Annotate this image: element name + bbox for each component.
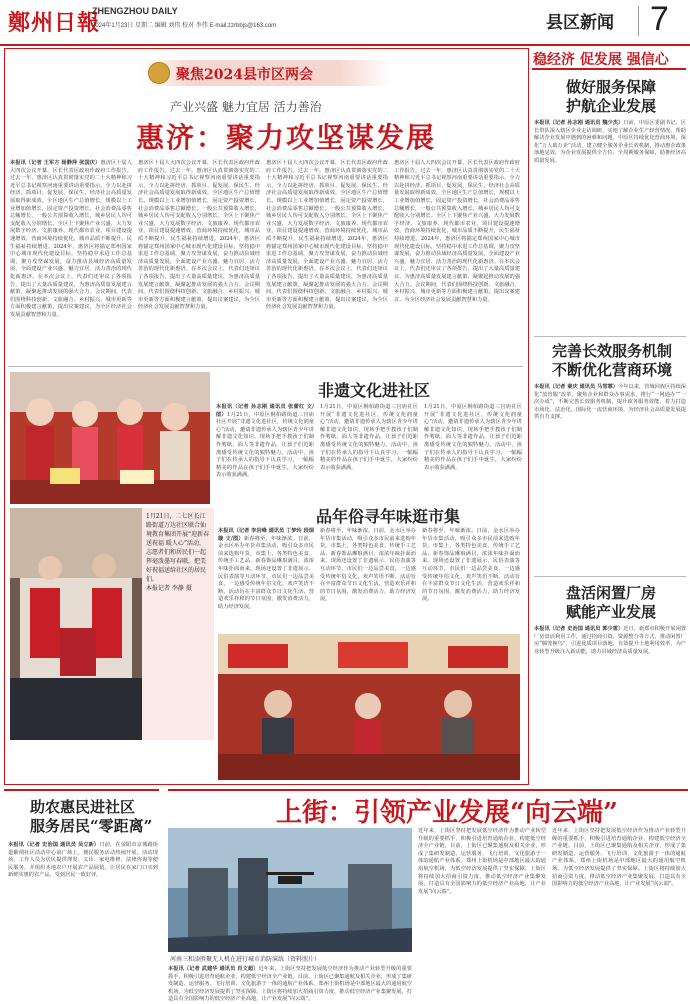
culture-byline: 本报讯（记者 孙志刚 通讯员 张蕾红 文/图） — [216, 404, 314, 418]
calligraphy-photo — [10, 508, 142, 740]
section-title: 县区新闻 — [546, 13, 614, 33]
lead-divider — [8, 366, 523, 367]
sidebar-headline-2 — [552, 342, 672, 380]
food-text: 新春将至，年味渐浓。日前，金水区举办年货市集活动，吸引众多市民前来选购年货。市集上，各类特色美食、传统手工艺品、新春饰品琳琅满目，浓浓年味扑面而来。现场还设置了非遗展示、民俗表演等互动环节，市民们一边品尝美食，一边感受传统年俗文化，欢声笑语不断。活动旨在丰富群众节日文化生活，营造欢乐祥和的节日氛围，激发消费活力，助力经济发展。 — [218, 535, 314, 610]
food-body — [218, 528, 314, 628]
sidebar-text-3: 近日，新郑市积极开展闲置厂房盘活利用工作，通过招商引资、资源整合等方式，推动闲置厂房“腾笼换鸟”，引进优质项目落地，有效提升土地利用效率，为产业转型升级注入新动能，助力县域经济高质量发展。 — [534, 626, 686, 655]
sidebar-headline-3 — [566, 584, 656, 622]
culture-text-col3: 1月21日，中原区桐柏路街道三官庙社区开展“非遗文化进社区，传统文化润童心”活动，邀请非遗传承人为辖区青少年讲解非遗文化知识，现场手把手教孩子们制作剪纸、面人等非遗作品，让孩子们近距离感受传统文化的独特魅力。活动中，孩子们在传承人的指导下认真学习，一幅幅精美的作品在孩子们手中诞生，大家纷纷表示收获满满。 — [424, 404, 522, 471]
lead-text-col3: 惠济区十届人大四次会议开幕，区长代表区政府作政府工作报告。过去一年，惠济区认真贯彻落实党的二十大精神和习近平总书记视察河南重要讲话重要指示，全力以赴拼经济、抓项目、促发展、保民生，经济社会高质量发展取得新成效。全区地区生产总值增长，规模以上工业增加值增长，固定资产投资增长，社会消费品零售总额增长，一般公共预算收入增长，城乡居民人均可支配收入分别增长。全区上下聚焦产业兴盛，大力发展数字经济、文旅康养、现代都市农业，项目建设提速增效，营商环境持续优化，城市品质不断提升，民生福祉持续增进。2024年，惠济区将锚定郑州国家中心城市现代化建设目标，坚持稳中求进工作总基调，聚力攻坚谋发展，奋力推动县域经济高质量发展，全面建设产业兴盛、魅力宜居、活力善治的现代化新惠济。在本次会议上，代表们还审议了各项报告，提出了大量高质量建议，为惠济高质量发展建言献策，凝聚起推动发展的强大合力。会议期间，代表们围绕科技创新、文旅融合、乡村振兴、城市更新等方面积极建言献策，提出议案建议，为全区经济社会发展贡献智慧和力量。 — [266, 160, 388, 311]
newspaper-name-en: ZHENGZHOU DAILY — [92, 6, 178, 16]
help-headline — [30, 798, 152, 836]
food-text-col3: 新春将至，年味渐浓。日前，金水区举办年货市集活动，吸引众多市民前来选购年货。市集上，各类特色美食、传统手工艺品、新春饰品琳琅满目，浓浓年味扑面而来。现场还设置了非遗展示、民俗表演等互动环节，市民们一边品尝美食，一边感受传统年俗文化，欢声笑语不断。活动旨在丰富群众节日文化生活，营造欢乐祥和的节日氛围，激发消费活力，助力经济发展。 — [422, 528, 520, 603]
food-body-col3 — [422, 528, 520, 628]
drone-caption: 河南三和添胜聚无人机在进行城市消防演练（资料照片） — [170, 956, 321, 963]
lead-headline: 惠济：聚力攻坚谋发展 — [136, 121, 437, 154]
sidebar-headline-3-line2: 赋能产业发展 — [566, 603, 657, 621]
food-byline: 本报讯（记者 李岩峰 通讯员 丁梦玲 段瑞璇 文/图） — [218, 528, 314, 542]
shangjie-text-col3: 近年来，上街区坚持把发展低空经济作为推动产业转型升级的重要抓手，积极引进培育通航企业，构建低空经济全产业链。目前，上街区已聚集通航及相关企业，形成了集研发制造、运营服务、飞行培训、文化旅游于一体的通航产业体系。郑州上街机场是中部地区最大的通用航空机场，为低空经济发展提供了坚实保障。上街区将持续加大招商引资力度，推动低空经济产业集聚发展，打造具有全国影响力的低空经济产业高地，让产业发展“向云端”。 — [552, 828, 686, 888]
sidebar-headline-1-line1: 做好服务保障 — [566, 78, 657, 96]
help-text: 日前，在荥阳市京城路街道紫荆社区活动中心前广场上，便民服务活动热闹开展。活动现场，工作人员为居民提供理发、义诊、家电维修、法律咨询等便民服务，并组织本地农户开展农产品展销，让居民在家门口买到新鲜实惠的农产品，受到居民一致好评。 — [8, 842, 158, 879]
culture-body-col2 — [320, 404, 418, 496]
food-headline: 品年俗寻年味逛市集 — [316, 507, 461, 526]
lead-body-col2 — [138, 160, 260, 360]
lead-body — [10, 160, 132, 360]
photo-caption — [146, 512, 210, 593]
culture-headline: 非遗文化进社区 — [318, 381, 431, 400]
culture-photo — [10, 372, 210, 504]
page-number: 7 — [650, 0, 669, 38]
lead-subtitle: 产业兴盛 魅力宜居 活力善治 — [170, 100, 322, 114]
sidebar-byline-1: 本报讯（记者 孙志刚 通讯员 魏少杰） — [534, 120, 624, 126]
sidebar-headline-1-line2: 护航企业发展 — [566, 97, 657, 115]
photo-caption-text: 1月21日，二七区长江路街道万达社区联合仙境教育集团开展“迎新春 送祝福 暖人心”活动，志愿者们和居民们一起挥毫泼墨写春联，把美好祝福送给社区的居民们。 — [146, 513, 210, 583]
lead-banner-text: 聚焦2024县市区两会 — [176, 67, 313, 83]
culture-body — [216, 404, 314, 496]
sidebar-rule — [532, 68, 686, 70]
shangjie-body-col3 — [552, 828, 686, 996]
sidebar-body-3 — [534, 626, 686, 784]
help-rule — [4, 789, 159, 791]
photo-caption-credit: 本报记者 李静 摄 — [146, 585, 192, 592]
sidebar-slogan: 稳经济 促发展 强信心 — [533, 52, 669, 68]
food-body-col2 — [320, 528, 416, 628]
food-text-col2: 新春将至，年味渐浓。日前，金水区举办年货市集活动，吸引众多市民前来选购年货。市集上，各类特色美食、传统手工艺品、新春饰品琳琅满目，浓浓年味扑面而来。现场还设置了非遗展示、民俗表演等互动环节，市民们一边品尝美食，一边感受传统年俗文化，欢声笑语不断。活动旨在丰富群众节日文化生活，营造欢乐祥和的节日氛围，激发消费活力，助力经济发展。 — [320, 528, 416, 603]
sidebar-text-1: 日前，中原区委副书记、区长带队深入辖区企业走访调研，实地了解企业生产经营情况，帮助解决企业发展中遇到的困难和问题。中原区持续优化营商环境，深化“万人助万企”活动，建立健全服务企业长效机制，推动惠企政策落地见效，为企业发展提供全方位、全周期服务保障，助推经济高质量发展。 — [534, 120, 686, 164]
sidebar-body-2 — [534, 384, 686, 570]
help-headline-line1: 助农惠民进社区 — [30, 798, 136, 816]
culture-body-col3 — [424, 404, 522, 496]
shangjie-body-col2 — [418, 828, 546, 996]
sidebar-byline-2: 本报讯（记者 秦庆 通讯员 马雪霏） — [534, 384, 619, 390]
sidebar-headline-2-line1: 完善长效服务机制 — [552, 342, 673, 360]
food-fair-photo — [218, 634, 520, 780]
help-byline: 本报讯（记者 史治国 通讯员 吴立新） — [8, 842, 100, 848]
sidebar-headline-3-line1: 盘活闲置厂房 — [566, 584, 657, 602]
lead-body-col4 — [394, 160, 520, 360]
sidebar-body-1 — [534, 120, 686, 330]
sidebar-text-2: 今年以来，管城回族区持续深化“放管服”改革，聚焦企业和群众办事需求，推行“一网通办”“一次办成”，不断完善长效服务机制，提升政务服务效能，着力打造市场化、法治化、国际化一流营商环境，为经济社会高质量发展提供有力支撑。 — [534, 384, 686, 421]
shangjie-headline: 上街：引领产业发展“向云端” — [276, 798, 618, 828]
sidebar-divider-1 — [534, 336, 686, 337]
culture-text: 1月21日，中原区桐柏路街道三官庙社区开展“非遗文化进社区，传统文化润童心”活动，邀请非遗传承人为辖区青少年讲解非遗文化知识，现场手把手教孩子们制作剪纸、面人等非遗作品，让孩子们近距离感受传统文化的独特魅力。活动中，孩子们在传承人的指导下认真学习，一幅幅精美的作品在孩子们手中诞生，大家纷纷表示收获满满。 — [216, 411, 314, 479]
shangjie-body — [168, 966, 412, 1003]
lead-text-col4: 惠济区十届人大四次会议开幕，区长代表区政府作政府工作报告。过去一年，惠济区认真贯彻落实党的二十大精神和习近平总书记视察河南重要讲话重要指示，全力以赴拼经济、抓项目、促发展、保民生，经济社会高质量发展取得新成效。全区地区生产总值增长，规模以上工业增加值增长，固定资产投资增长，社会消费品零售总额增长，一般公共预算收入增长，城乡居民人均可支配收入分别增长。全区上下聚焦产业兴盛，大力发展数字经济、文旅康养、现代都市农业，项目建设提速增效，营商环境持续优化，城市品质不断提升，民生福祉持续增进。2024年，惠济区将锚定郑州国家中心城市现代化建设目标，坚持稳中求进工作总基调，聚力攻坚谋发展，奋力推动县域经济高质量发展，全面建设产业兴盛、魅力宜居、活力善治的现代化新惠济。在本次会议上，代表们还审议了各项报告，提出了大量高质量建议，为惠济高质量发展建言献策，凝聚起推动发展的强大合力。会议期间，代表们围绕科技创新、文旅融合、乡村振兴、城市更新等方面积极建言献策，提出议案建议，为全区经济社会发展贡献智慧和力量。 — [394, 160, 520, 303]
lead-byline: 本报讯（记者 王军方 杨静萍 张国庆） — [10, 160, 101, 166]
issue-meta: 2024年1月23日 星期二 编辑 刘伟 校对 李伟 E-mail:zzrbbjs@163.com — [92, 23, 277, 29]
help-body — [8, 842, 158, 992]
sidebar-byline-3: 本报讯（记者 史治国 通讯员 郭少雷） — [534, 626, 624, 632]
lead-text-col2: 惠济区十届人大四次会议开幕，区长代表区政府作政府工作报告。过去一年，惠济区认真贯彻落实党的二十大精神和习近平总书记视察河南重要讲话重要指示，全力以赴拼经济、抓项目、促发展、保民生，经济社会高质量发展取得新成效。全区地区生产总值增长，规模以上工业增加值增长，固定资产投资增长，社会消费品零售总额增长，一般公共预算收入增长，城乡居民人均可支配收入分别增长。全区上下聚焦产业兴盛，大力发展数字经济、文旅康养、现代都市农业，项目建设提速增效，营商环境持续优化，城市品质不断提升，民生福祉持续增进。2024年，惠济区将锚定郑州国家中心城市现代化建设目标，坚持稳中求进工作总基调，聚力攻坚谋发展，奋力推动县域经济高质量发展，全面建设产业兴盛、魅力宜居、活力善治的现代化新惠济。在本次会议上，代表们还审议了各项报告，提出了大量高质量建议，为惠济高质量发展建言献策，凝聚起推动发展的强大合力。会议期间，代表们围绕科技创新、文旅融合、乡村振兴、城市更新等方面积极建言献策，提出议案建议，为全区经济社会发展贡献智慧和力量。 — [138, 160, 260, 311]
sidebar-headline-1 — [566, 78, 656, 116]
shangjie-byline: 本报讯（记者 武建华 通讯员 肖文超） — [168, 966, 259, 972]
help-headline-line2: 服务居民“零距离” — [30, 817, 153, 835]
newspaper-logo: 鄭州日報 — [8, 10, 101, 36]
shangjie-text-col2: 近年来，上街区坚持把发展低空经济作为推动产业转型升级的重要抓手，积极引进培育通航企业，构建低空经济全产业链。目前，上街区已聚集通航及相关企业，形成了集研发制造、运营服务、飞行培训、文化旅游于一体的通航产业体系。郑州上街机场是中部地区最大的通用航空机场，为低空经济发展提供了坚实保障。上街区将持续加大招商引资力度，推动低空经济产业集聚发展，打造具有全国影响力的低空经济产业高地，让产业发展“向云端”。 — [418, 828, 546, 895]
shangjie-rule — [168, 789, 688, 791]
lead-body-col3 — [266, 160, 388, 360]
culture-text-col2: 1月21日，中原区桐柏路街道三官庙社区开展“非遗文化进社区，传统文化润童心”活动，邀请非遗传承人为辖区青少年讲解非遗文化知识，现场手把手教孩子们制作剪纸、面人等非遗作品，让孩子们近距离感受传统文化的独特魅力。活动中，孩子们在传承人的指导下认真学习，一幅幅精美的作品在孩子们手中诞生，大家纷纷表示收获满满。 — [320, 404, 418, 471]
masthead-divider — [638, 6, 639, 36]
drone-photo — [168, 828, 412, 952]
sidebar-divider-2 — [534, 576, 686, 577]
emblem-icon — [148, 62, 170, 84]
lead-text: 惠济区十届人大四次会议开幕，区长代表区政府作政府工作报告。过去一年，惠济区认真贯彻落实党的二十大精神和习近平总书记视察河南重要讲话重要指示，全力以赴拼经济、抓项目、促发展、保民生，经济社会高质量发展取得新成效。全区地区生产总值增长，规模以上工业增加值增长，固定资产投资增长，社会消费品零售总额增长，一般公共预算收入增长，城乡居民人均可支配收入分别增长。全区上下聚焦产业兴盛，大力发展数字经济、文旅康养、现代都市农业，项目建设提速增效，营商环境持续优化，城市品质不断提升，民生福祉持续增进。2024年，惠济区将锚定郑州国家中心城市现代化建设目标，坚持稳中求进工作总基调，聚力攻坚谋发展，奋力推动县域经济高质量发展，全面建设产业兴盛、魅力宜居、活力善治的现代化新惠济。在本次会议上，代表们还审议了各项报告，提出了大量高质量建议，为惠济高质量发展建言献策，凝聚起推动发展的强大合力。会议期间，代表们围绕科技创新、文旅融合、乡村振兴、城市更新等方面积极建言献策，提出议案建议，为全区经济社会发展贡献智慧和力量。 — [10, 160, 132, 318]
sidebar-headline-2-line2: 不断优化营商环境 — [552, 361, 673, 379]
shangjie-text: 近年来，上街区坚持把发展低空经济作为推动产业转型升级的重要抓手，积极引进培育通航企业，构建低空经济全产业链。目前，上街区已聚集通航及相关企业，形成了集研发制造、运营服务、飞行培训、文化旅游于一体的通航产业体系。郑州上街机场是中部地区最大的通用航空机场，为低空经济发展提供了坚实保障。上街区将持续加大招商引资力度，推动低空经济产业集聚发展，打造具有全国影响力的低空经济产业高地，让产业发展“向云端”。 — [168, 966, 412, 1003]
